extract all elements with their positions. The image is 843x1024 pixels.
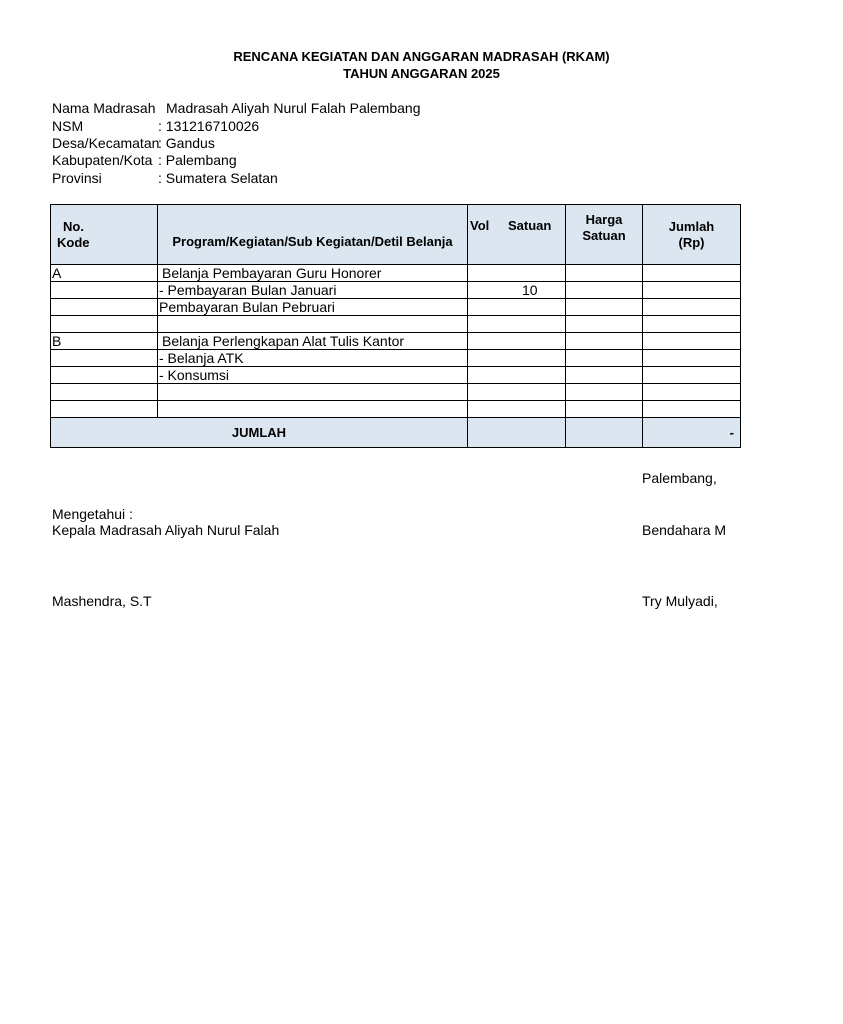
table-row [51,384,741,401]
total-label: JUMLAH [51,418,468,448]
cell-jumlah [643,316,741,333]
document-title: RENCANA KEGIATAN DAN ANGGARAN MADRASAH (RKAM) [233,49,610,64]
cell-kode [51,384,158,401]
cell-vol-satuan [468,350,566,367]
info-label: Kabupaten/Kota [52,152,153,168]
info-value: : Sumatera Selatan [158,170,278,186]
left-signatory-role: Kepala Madrasah Aliyah Nurul Falah [52,522,280,538]
table-row [51,282,741,299]
document-subtitle: TAHUN ANGGARAN 2025 [343,66,500,81]
cell-jumlah [643,333,741,350]
table-row [51,265,741,282]
cell-kode: B [51,333,158,350]
column-header-kode: No. Kode [51,205,158,265]
table-row [51,316,741,333]
cell-vol-satuan [468,367,566,384]
cell-program: Pembayaran Bulan Pebruari [158,299,468,316]
cell-vol-satuan [468,316,566,333]
cell-harga [566,316,643,333]
column-header-program: Program/Kegiatan/Sub Kegiatan/Detil Belanja [158,205,468,265]
cell-kode [51,367,158,384]
cell-harga [566,350,643,367]
total-harga-cell [566,418,643,448]
info-label: NSM [52,118,84,134]
signature-place-date: Palembang, [642,470,717,486]
cell-jumlah [643,265,741,282]
cell-harga [566,367,643,384]
table-row [51,401,741,418]
cell-vol-satuan [468,265,566,282]
cell-harga [566,299,643,316]
cell-program [158,316,468,333]
cell-kode [51,282,158,299]
cell-vol-satuan: 10 [468,282,566,299]
cell-kode [51,350,158,367]
column-header-jumlah: Jumlah (Rp) [643,205,741,265]
cell-jumlah [643,282,741,299]
info-label: Provinsi [52,170,102,186]
table-row [51,350,741,367]
cell-harga [566,333,643,350]
right-signatory-name: Try Mulyadi, [642,593,718,609]
cell-harga [566,401,643,418]
cell-jumlah [643,401,741,418]
cell-kode [51,299,158,316]
total-vol-cell [468,418,566,448]
cell-jumlah [643,384,741,401]
table-header-row [51,205,741,265]
info-value: Madrasah Aliyah Nurul Falah Palembang [166,100,421,116]
info-value: : Palembang [158,152,237,168]
cell-program: Belanja Perlengkapan Alat Tulis Kantor [158,333,468,350]
cell-vol-satuan [468,384,566,401]
cell-jumlah [643,367,741,384]
info-value: : 131216710026 [158,118,260,134]
column-header-harga-satuan: Harga Satuan [566,205,643,265]
cell-vol-satuan [468,333,566,350]
info-label: Desa/Kecamatan [52,135,160,151]
table-row [51,333,741,350]
cell-harga [566,265,643,282]
cell-jumlah [643,299,741,316]
column-header-satuan: Satuan [508,218,552,233]
cell-program [158,401,468,418]
cell-kode [51,316,158,333]
table-row [51,299,741,316]
total-value: - [643,418,741,448]
cell-program [158,384,468,401]
acknowledge-label: Mengetahui : [52,506,133,522]
cell-harga [566,282,643,299]
cell-program: Belanja Pembayaran Guru Honorer [158,265,468,282]
cell-program: - Belanja ATK [158,350,468,367]
budget-table [50,204,741,448]
cell-kode: A [51,265,158,282]
table-total-row [51,418,741,448]
cell-jumlah [643,350,741,367]
left-signatory-name: Mashendra, S.T [52,593,152,609]
info-label: Nama Madrasah [52,100,156,116]
cell-program: - Konsumsi [158,367,468,384]
column-header-vol-satuan [468,205,566,265]
cell-kode [51,401,158,418]
cell-vol-satuan [468,299,566,316]
cell-program: - Pembayaran Bulan Januari [158,282,468,299]
cell-harga [566,384,643,401]
column-header-vol: Vol [470,218,490,233]
info-value: : Gandus [158,135,215,151]
table-row [51,367,741,384]
cell-vol-satuan [468,401,566,418]
right-signatory-role: Bendahara M [642,522,727,538]
